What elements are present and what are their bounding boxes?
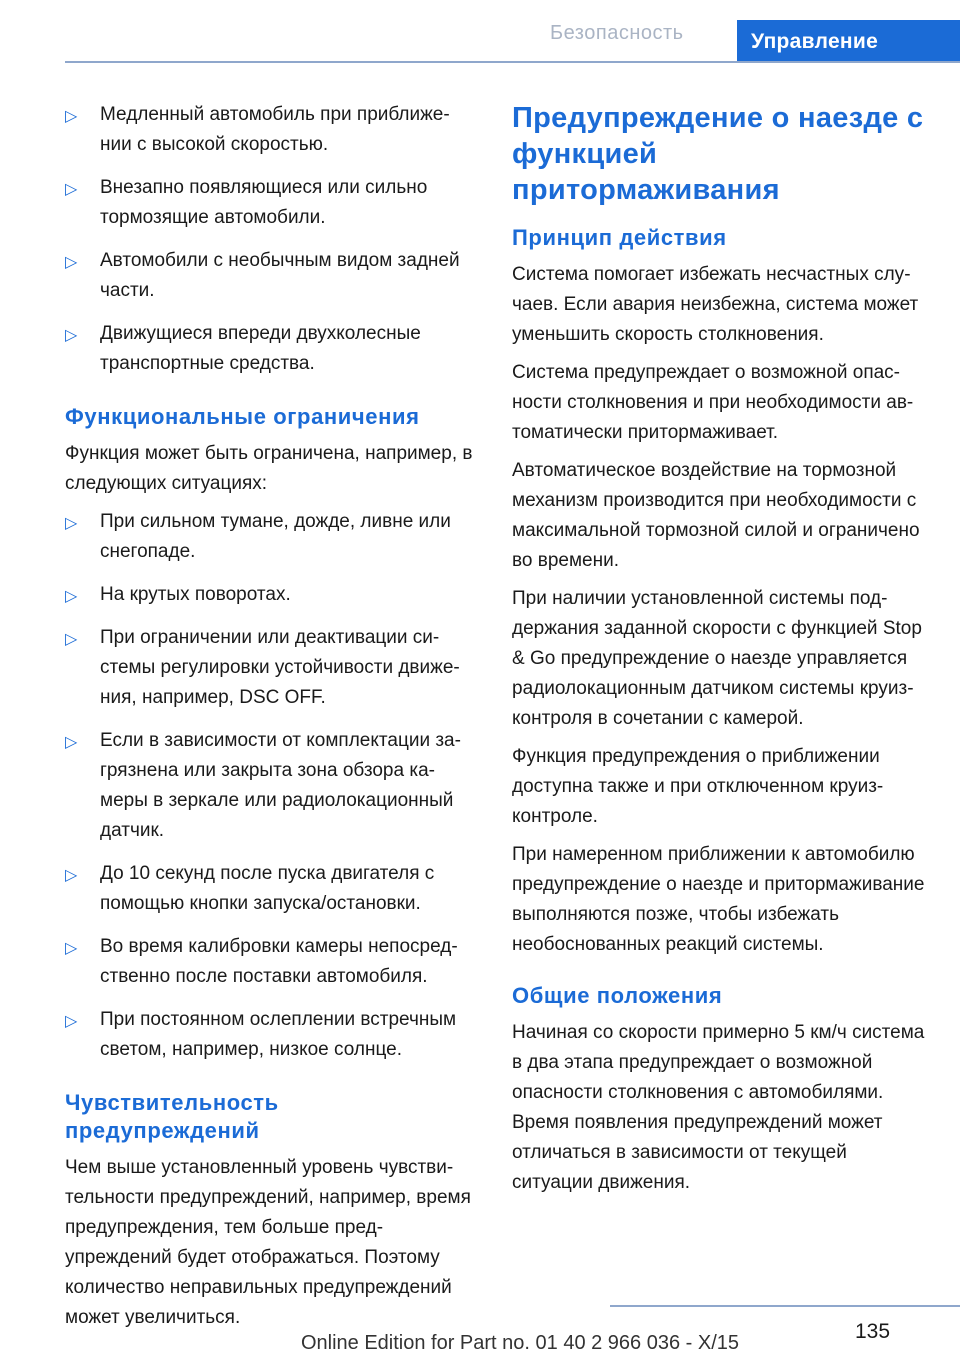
paragraph: При намеренном приближении к автомобилю предупреждение о наезде и притормaживание выполняются позже, чтобы избежать необоснованных реакций системы. — [512, 844, 925, 955]
heading-principle: Принцип действия — [512, 225, 727, 250]
list-item-text: Во время калибровки камеры непосредственно после поставки автомобиля. — [100, 936, 458, 987]
bullet-triangle-icon: ▷ — [65, 588, 78, 605]
list-item-text: Автомобили с необычным видом задней части. — [100, 250, 460, 301]
right-column — [512, 100, 932, 1206]
page-header — [0, 0, 960, 62]
list-item-text: До 10 секунд после пуска двигателя с помощью кнопки запуска/остановки. — [100, 863, 435, 914]
bullet-triangle-icon: ▷ — [65, 327, 78, 344]
paragraph-sensitivity: Чем выше установленный уровень чувствительности предупреждений, например, время предупреждения, тем больше предупреждений будет отображаться. Поэтому количество неправильных предупреждений может увеличиться. — [65, 1157, 471, 1328]
section-title: Предупреждение о наезде с функцией притормаживания — [512, 102, 924, 206]
bullet-list-limits — [65, 507, 475, 1065]
heading-warning-sensitivity: Чувствительность предупреждений — [65, 1090, 279, 1143]
section-tab[interactable]: Безопасность — [550, 22, 684, 44]
paragraph: Система предупреждает о возможной опасности столкновения и при необходимости автоматически притормаживает. — [512, 362, 914, 443]
list-item — [65, 623, 475, 713]
header-rule — [65, 61, 960, 63]
bullet-triangle-icon: ▷ — [65, 515, 78, 532]
paragraph-general: Начиная со скорости примерно 5 км/ч система в два этапа предупреждает о возможной опасности столкновения с автомобилями. Время появления предупреждений может отличаться в зависимости от текущей ситуации движения. — [512, 1022, 925, 1193]
edition-footer: Online Edition for Part no. 01 40 2 966 036 - X/15 — [300, 1332, 740, 1354]
paragraph: Система помогает избежать несчастных случаев. Если авария неизбежна, система может уменьшить скорость столкновения. — [512, 264, 919, 345]
list-item-text: Медленный автомобиль при приближении с высокой скоростью. — [100, 104, 450, 155]
bullet-triangle-icon: ▷ — [65, 1013, 78, 1030]
bullet-triangle-icon: ▷ — [65, 254, 78, 271]
list-item-text: Движущиеся впереди двухколесные транспортные средства. — [100, 323, 421, 374]
paragraph-limits-intro: Функция может быть ограничена, например, в следующих ситуациях: — [65, 443, 473, 494]
list-item — [65, 319, 475, 379]
list-item-text: При сильном тумане, дожде, ливне или снегопаде. — [100, 511, 451, 562]
list-item-text: Внезапно появляющиеся или сильно тормозящие автомобили. — [100, 177, 428, 228]
bullet-list-hazards — [65, 100, 475, 379]
bullet-triangle-icon: ▷ — [65, 631, 78, 648]
list-item-text: Если в зависимости от комплектации загрязнена или закрыта зона обзора камеры в зеркале или радиолокационный датчик. — [100, 730, 461, 841]
list-item — [65, 580, 475, 610]
bullet-triangle-icon: ▷ — [65, 181, 78, 198]
list-item-text: При постоянном ослеплении встречным светом, например, низкое солнце. — [100, 1009, 457, 1060]
list-item — [65, 173, 475, 233]
bullet-triangle-icon: ▷ — [65, 734, 78, 751]
bullet-triangle-icon: ▷ — [65, 940, 78, 957]
list-item — [65, 932, 475, 992]
list-item — [65, 507, 475, 567]
paragraph: При наличии установленной системы поддержания заданной скорости с функцией Stop & Go предупреждение о наезде управляется радиолокационным датчиком системы круиз-контроля в сочетании с камерой. — [512, 588, 922, 729]
list-item-text: При ограничении или деактивации системы регулировки устойчивости движения, например, DSC OFF. — [100, 627, 460, 708]
page-number: 135 — [855, 1320, 891, 1343]
left-column — [65, 100, 475, 1341]
footer-rule — [610, 1305, 960, 1307]
list-item — [65, 1005, 475, 1065]
chapter-tab[interactable]: Управление — [737, 20, 960, 62]
list-item — [65, 726, 475, 846]
list-item-text: На крутых поворотах. — [100, 584, 291, 605]
list-item — [65, 100, 475, 160]
paragraph: Функция предупреждения о приближении доступна также и при отключенном круиз-контроле. — [512, 746, 884, 827]
bullet-triangle-icon: ▷ — [65, 108, 78, 125]
heading-general: Общие положения — [512, 983, 723, 1008]
paragraph: Автоматическое воздействие на тормозной механизм производится при необходимости с максимальной тормозной силой и ограничено во времени. — [512, 460, 920, 571]
heading-functional-limits: Функциональные ограничения — [65, 404, 420, 429]
list-item — [65, 246, 475, 306]
list-item — [65, 859, 475, 919]
bullet-triangle-icon: ▷ — [65, 867, 78, 884]
